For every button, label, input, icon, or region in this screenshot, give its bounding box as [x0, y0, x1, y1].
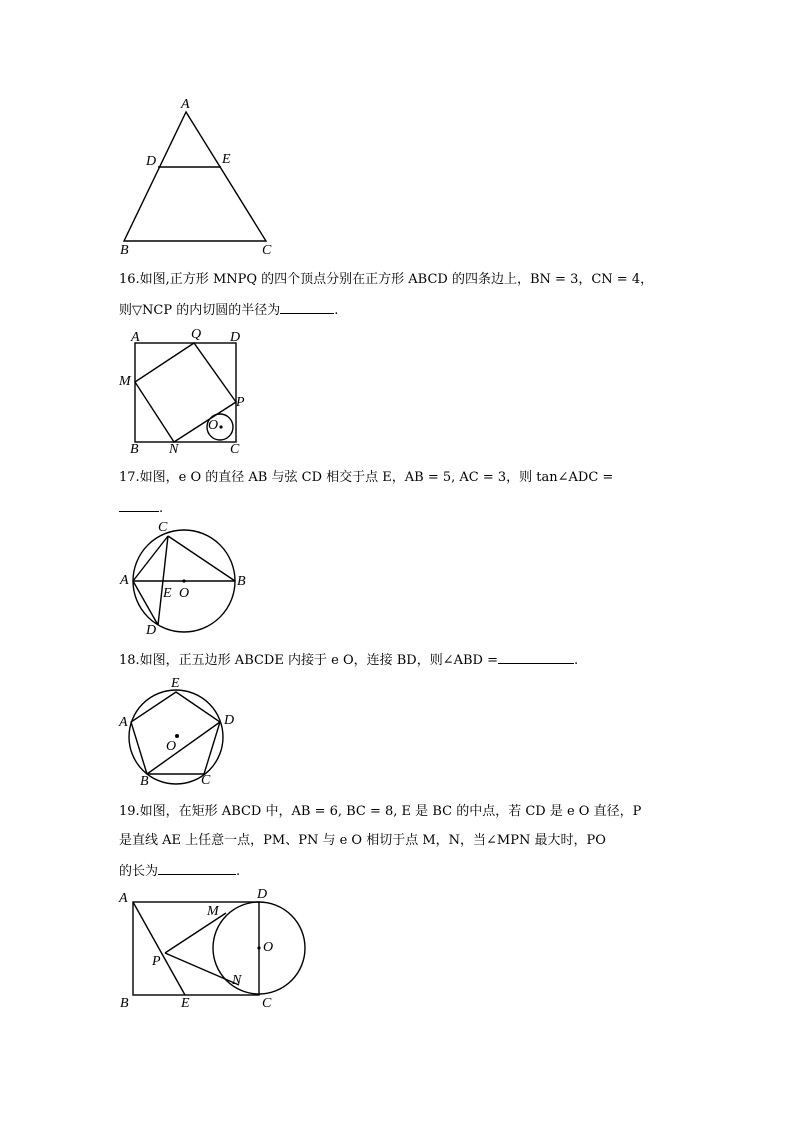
question-16-end: . [334, 303, 339, 318]
answer-blank-19[interactable] [158, 862, 236, 875]
figure-19-rectangle-circle [133, 902, 305, 995]
figure-15-triangle [124, 112, 266, 241]
fig16-label-B: B [130, 442, 139, 457]
fig16-label-P: P [236, 395, 245, 410]
fig19-label-E: E [181, 996, 190, 1011]
fig15-label-D: D [146, 154, 157, 169]
fig17-label-B: B [237, 574, 246, 589]
fig16-label-C: C [230, 442, 240, 457]
question-17-line2 [119, 499, 163, 517]
fig18-label-E: E [171, 676, 180, 691]
fig17-label-O: O [179, 586, 190, 601]
question-18-end: . [574, 653, 579, 668]
fig17-label-C: C [158, 520, 168, 535]
fig16-label-O: O [208, 418, 219, 433]
answer-blank-16[interactable] [280, 301, 334, 314]
question-19-text: 的长为 [119, 864, 159, 879]
question-16-line1: 16.如图,正方形 MNPQ 的四个顶点分别在正方形 ABCD 的四条边上，BN = 3，CN = 4， [119, 272, 654, 287]
fig17-label-D: D [146, 623, 157, 638]
fig16-label-N: N [169, 442, 179, 457]
question-17-line1: 17.如图，e O 的直径 AB 与弦 CD 相交于点 E，AB = 5, AC = 3，则 tan∠ADC = [119, 470, 614, 485]
figure-16-squares [135, 343, 236, 442]
fig15-label-B: B [120, 243, 129, 258]
answer-blank-17[interactable] [119, 499, 159, 512]
fig19-label-M: M [207, 904, 219, 919]
fig19-label-D: D [257, 887, 268, 902]
question-17-end: . [159, 501, 164, 516]
fig18-label-D: D [224, 713, 235, 728]
question-16-text: 则▽NCP 的内切圆的半径为 [119, 303, 281, 318]
fig19-label-N: N [232, 973, 242, 988]
fig18-label-B: B [140, 774, 149, 789]
question-19-line1: 19.如图，在矩形 ABCD 中，AB = 6, BC = 8, E 是 BC 的中点，若 CD 是 e O 直径，P [119, 804, 642, 819]
fig18-label-O: O [166, 739, 177, 754]
fig16-label-A: A [131, 330, 140, 345]
answer-blank-18[interactable] [498, 651, 574, 664]
fig17-label-E: E [163, 586, 172, 601]
fig15-label-C: C [262, 243, 272, 258]
fig15-label-E: E [222, 152, 231, 167]
fig16-label-M: M [119, 374, 131, 389]
fig18-label-A: A [119, 715, 128, 730]
fig19-label-C: C [262, 996, 272, 1011]
fig18-label-C: C [201, 773, 211, 788]
fig19-label-B: B [120, 996, 129, 1011]
figure-18-pentagon [129, 690, 223, 784]
fig19-label-A: A [119, 891, 128, 906]
fig19-label-O: O [263, 940, 274, 955]
question-18-line1 [119, 651, 578, 669]
question-19-end: . [236, 864, 241, 879]
fig16-label-D: D [230, 330, 241, 345]
question-16-line2 [119, 301, 338, 319]
question-18-text: 18.如图，正五边形 ABCDE 内接于 e O，连接 BD，则∠ABD = [119, 653, 498, 668]
fig19-label-P: P [152, 954, 161, 969]
figure-17-circle [133, 530, 235, 632]
question-19-line2: 是直线 AE 上任意一点，PM、PN 与 e O 相切于点 M，N，当∠MPN 最大时，PO [119, 833, 606, 848]
fig15-label-A: A [181, 97, 190, 112]
fig17-label-A: A [120, 573, 129, 588]
fig16-label-Q: Q [191, 327, 202, 342]
question-19-line3 [119, 862, 240, 880]
